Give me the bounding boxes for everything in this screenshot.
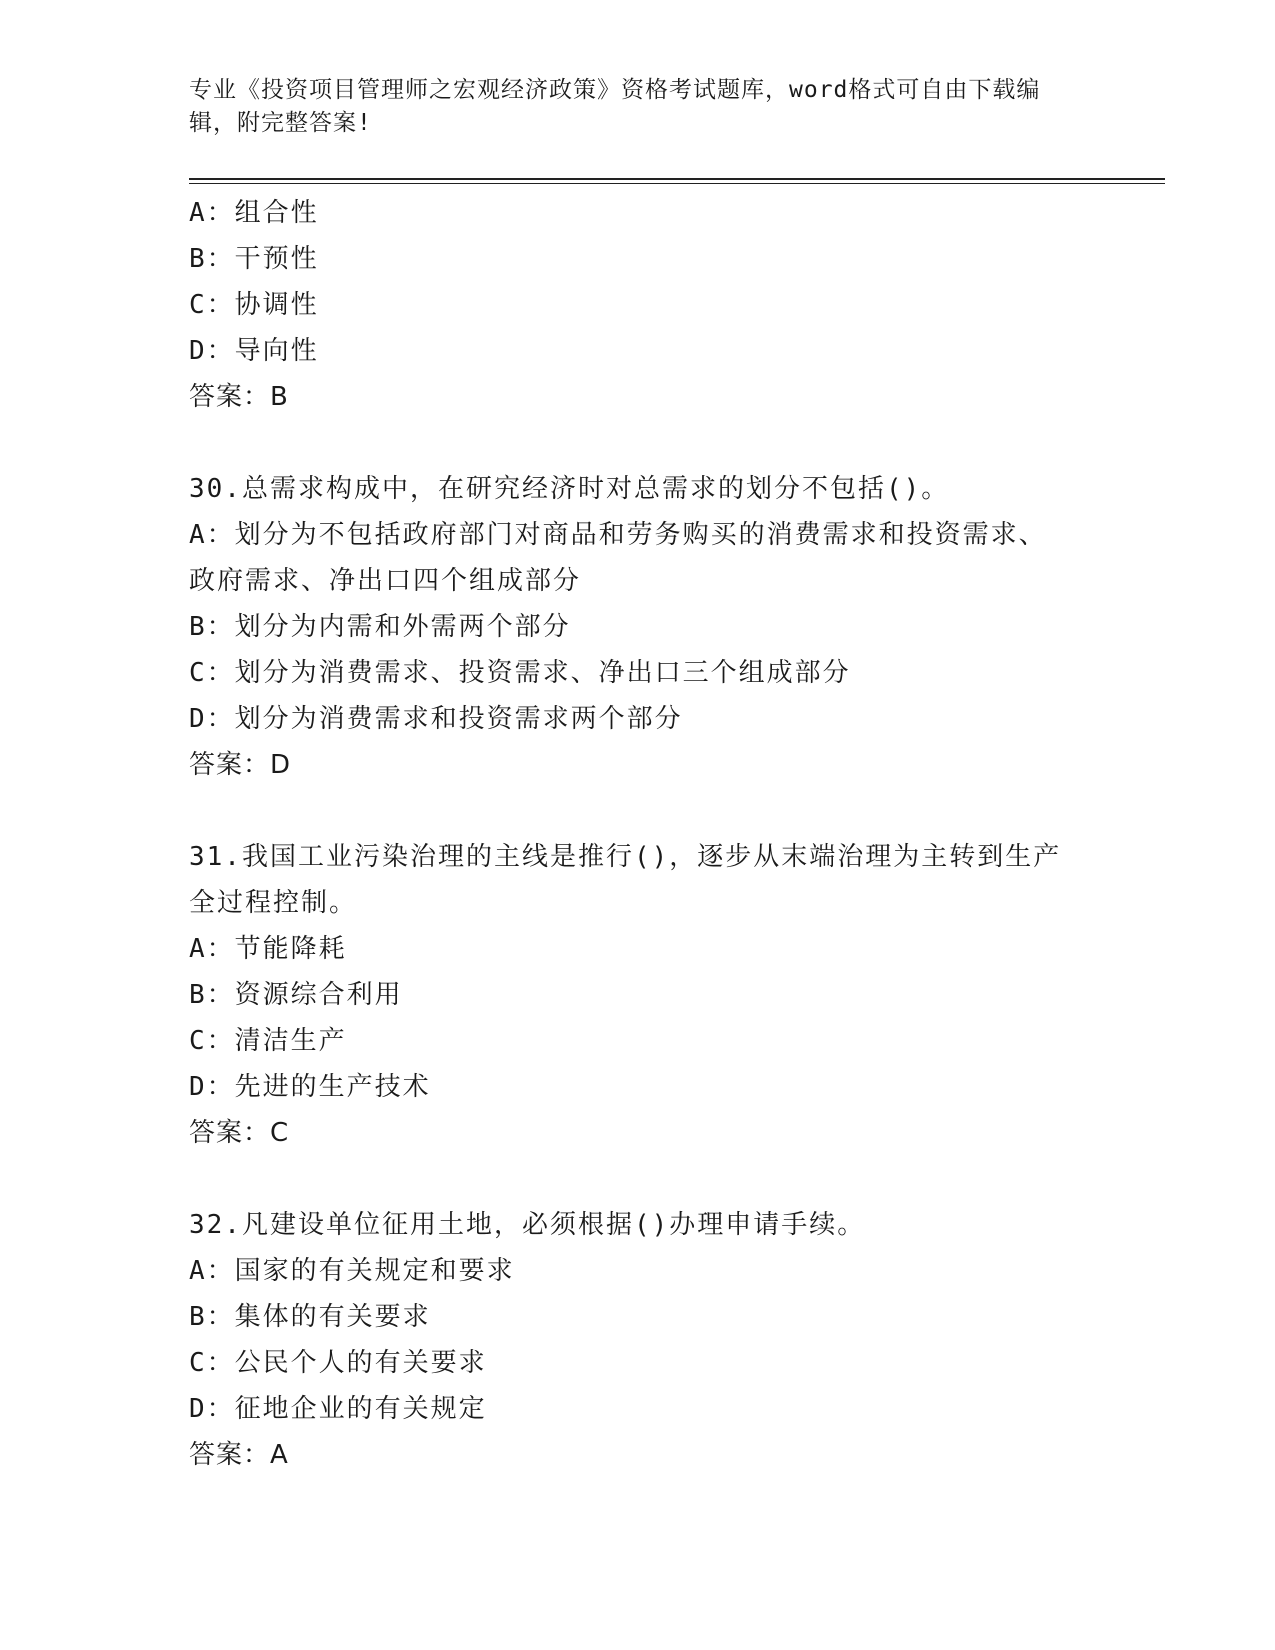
answer-text: 答案：B (189, 382, 289, 412)
option-d: D：先进的生产技术 (189, 1072, 431, 1102)
answer-text: 答案：A (189, 1440, 289, 1470)
spacer (189, 420, 1089, 466)
question-stem: 32.凡建设单位征用土地，必须根据()办理申请手续。 (189, 1210, 866, 1240)
answer-text: 答案：C (189, 1118, 290, 1148)
question-stem: 31.我国工业污染治理的主线是推行()，逐步从末端治理为主转到生产 (189, 842, 1062, 872)
answer-text: 答案：D (189, 750, 292, 780)
header-divider-thick (189, 178, 1165, 180)
option-d: D：划分为消费需求和投资需求两个部分 (189, 704, 683, 734)
option-a: A：组合性 (189, 198, 319, 228)
option-c: C：清洁生产 (189, 1026, 347, 1056)
option-b: B：集体的有关要求 (189, 1302, 431, 1332)
option-d: D：征地企业的有关规定 (189, 1394, 487, 1424)
header-divider-thin (189, 183, 1165, 184)
question-list (189, 190, 1089, 1478)
spacer (189, 788, 1089, 834)
option-a: A：划分为不包括政府部门对商品和劳务购买的消费需求和投资需求、 (189, 520, 1047, 550)
option-b: B：干预性 (189, 244, 319, 274)
question-stem: 30.总需求构成中，在研究经济时对总需求的划分不包括()。 (189, 474, 950, 504)
header-intro-line-1: 专业《投资项目管理师之宏观经济政策》资格考试题库，word格式可自由下载编 (189, 77, 1041, 103)
header-intro-line-2: 辑，附完整答案! (189, 110, 372, 136)
question-block-32 (189, 1202, 1089, 1478)
option-c: C：公民个人的有关要求 (189, 1348, 487, 1378)
document-header (189, 74, 1089, 140)
option-b: B：划分为内需和外需两个部分 (189, 612, 571, 642)
option-a-continuation: 政府需求、净出口四个组成部分 (189, 566, 582, 596)
spacer (189, 1156, 1089, 1202)
option-a: A：国家的有关规定和要求 (189, 1256, 515, 1286)
option-c: C：协调性 (189, 290, 319, 320)
question-block-31 (189, 834, 1089, 1156)
option-b: B：资源综合利用 (189, 980, 403, 1010)
option-c: C：划分为消费需求、投资需求、净出口三个组成部分 (189, 658, 851, 688)
question-block-30 (189, 466, 1089, 788)
question-stem-continuation: 全过程控制。 (189, 888, 358, 918)
option-d: D：导向性 (189, 336, 319, 366)
option-a: A：节能降耗 (189, 934, 347, 964)
question-block-29 (189, 190, 1089, 420)
